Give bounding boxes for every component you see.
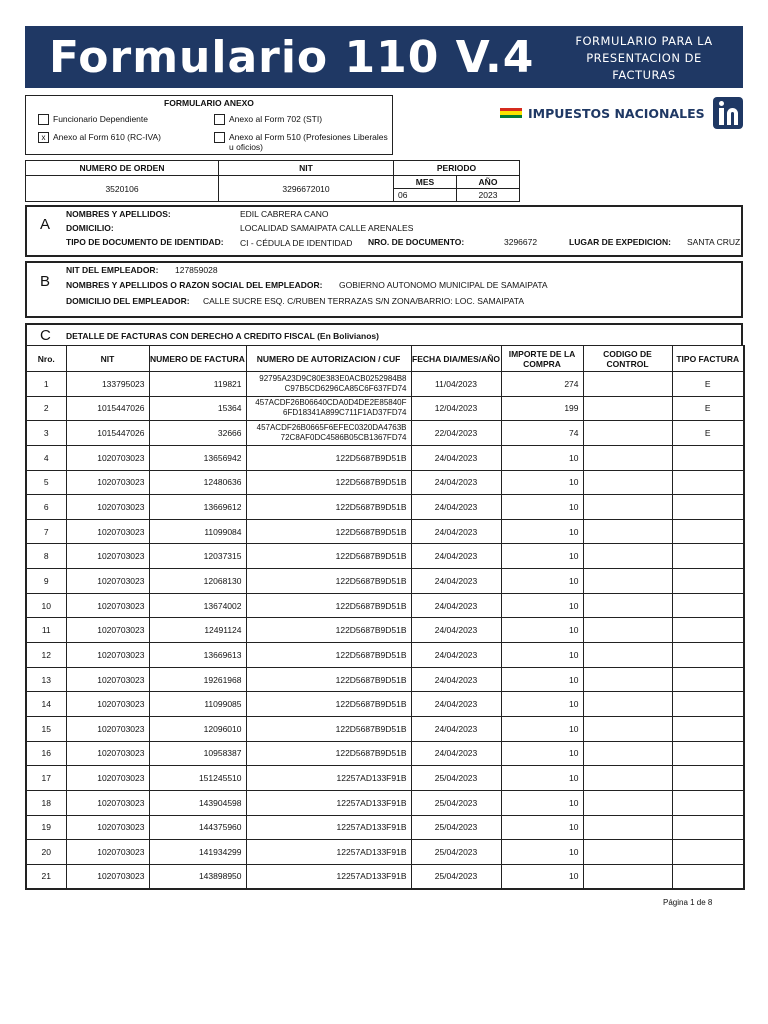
- row-importe: 199: [501, 396, 583, 421]
- nombres-value: EDIL CABRERA CANO: [240, 209, 329, 219]
- row-fecha: 25/04/2023: [411, 840, 501, 865]
- row-autorizacion: [246, 544, 411, 569]
- column-header-codigo-control: CODIGO DE CONTROL: [583, 346, 672, 372]
- row-nro: 17: [26, 766, 66, 791]
- table-row: [26, 445, 744, 470]
- row-factura: 141934299: [149, 840, 246, 865]
- table-row: [26, 790, 744, 815]
- row-nro: 8: [26, 544, 66, 569]
- row-tipo-factura: [672, 519, 744, 544]
- row-factura: 19261968: [149, 667, 246, 692]
- row-factura: 12491124: [149, 618, 246, 643]
- row-factura: 11099084: [149, 519, 246, 544]
- row-codigo-control: [583, 495, 672, 520]
- authorization-line: 122D5687B9D51B: [335, 502, 407, 513]
- column-header-tipo-factura: TIPO FACTURA: [672, 346, 744, 372]
- table-row: [26, 815, 744, 840]
- row-codigo-control: [583, 470, 672, 495]
- checkbox[interactable]: [214, 132, 225, 143]
- row-nro: 20: [26, 840, 66, 865]
- authorization-line: 12257AD133F91B: [336, 846, 407, 857]
- authorization-line: C97B5CD6296CA85C6F637FD74: [284, 383, 407, 393]
- row-factura: 143898950: [149, 864, 246, 889]
- row-codigo-control: [583, 519, 672, 544]
- table-row: [26, 618, 744, 643]
- row-tipo-factura: E: [672, 396, 744, 421]
- row-nit: 1020703023: [66, 840, 149, 865]
- row-codigo-control: [583, 864, 672, 889]
- row-autorizacion: [246, 840, 411, 865]
- option-label: Funcionario Dependiente: [53, 114, 148, 124]
- row-factura: 12096010: [149, 716, 246, 741]
- row-nit: 1020703023: [66, 864, 149, 889]
- option-form-610[interactable]: [38, 132, 208, 143]
- row-nit: 1020703023: [66, 716, 149, 741]
- anio-value: 2023: [456, 188, 520, 202]
- row-fecha: 24/04/2023: [411, 643, 501, 668]
- row-nit: 1020703023: [66, 692, 149, 717]
- row-importe: 10: [501, 815, 583, 840]
- authorization-line: 6FD18341A899C711F1AD37FD74: [283, 408, 407, 418]
- row-tipo-factura: E: [672, 421, 744, 446]
- authorization-line: 12257AD133F91B: [336, 773, 407, 784]
- column-header-nit: NIT: [66, 346, 149, 372]
- row-importe: 10: [501, 840, 583, 865]
- checkbox[interactable]: [214, 114, 225, 125]
- row-importe: 10: [501, 519, 583, 544]
- option-funcionario-dependiente[interactable]: [38, 114, 198, 125]
- row-tipo-factura: [672, 470, 744, 495]
- table-row: [26, 716, 744, 741]
- row-importe: 10: [501, 667, 583, 692]
- authorization-line: 457ACDF26B06640CDA0D4DE2E85840F: [255, 398, 407, 408]
- row-autorizacion: [246, 716, 411, 741]
- row-tipo-factura: [672, 692, 744, 717]
- row-fecha: 25/04/2023: [411, 815, 501, 840]
- row-factura: 143904598: [149, 790, 246, 815]
- row-factura: 12037315: [149, 544, 246, 569]
- reference-block: [25, 160, 520, 202]
- impuestos-nacionales-logo: [500, 97, 743, 129]
- row-tipo-factura: [672, 864, 744, 889]
- row-importe: 10: [501, 766, 583, 791]
- row-importe: 10: [501, 569, 583, 594]
- row-autorizacion: [246, 766, 411, 791]
- row-codigo-control: [583, 766, 672, 791]
- row-tipo-factura: [672, 495, 744, 520]
- row-fecha: 25/04/2023: [411, 790, 501, 815]
- row-fecha: 24/04/2023: [411, 667, 501, 692]
- nro-documento-label: NRO. DE DOCUMENTO:: [368, 237, 465, 247]
- row-autorizacion: [246, 445, 411, 470]
- row-nit: 1020703023: [66, 445, 149, 470]
- row-autorizacion: [246, 692, 411, 717]
- row-nit: 1020703023: [66, 618, 149, 643]
- row-nit: 1020703023: [66, 741, 149, 766]
- authorization-line: 457ACDF26B0665F6EFEC0320DA4763B: [256, 423, 407, 433]
- row-nro: 10: [26, 593, 66, 618]
- row-importe: 10: [501, 593, 583, 618]
- authorization-line: 122D5687B9D51B: [335, 575, 407, 586]
- tipo-documento-value: CI - CÉDULA DE IDENTIDAD: [240, 238, 353, 248]
- row-factura: 32666: [149, 421, 246, 446]
- section-letter: A: [40, 216, 51, 233]
- row-nro: 4: [26, 445, 66, 470]
- row-nro: 12: [26, 643, 66, 668]
- row-tipo-factura: [672, 840, 744, 865]
- anexo-box: [25, 95, 393, 155]
- row-importe: 10: [501, 692, 583, 717]
- table-row: [26, 766, 744, 791]
- anio-label: AÑO: [456, 175, 520, 189]
- authorization-line: 122D5687B9D51B: [335, 674, 407, 685]
- section-b-empleador: [25, 261, 743, 318]
- mes-value: 06: [393, 188, 457, 202]
- row-factura: 13656942: [149, 445, 246, 470]
- row-codigo-control: [583, 741, 672, 766]
- row-tipo-factura: E: [672, 372, 744, 397]
- authorization-line: 122D5687B9D51B: [335, 699, 407, 710]
- row-codigo-control: [583, 618, 672, 643]
- row-codigo-control: [583, 716, 672, 741]
- table-row: [26, 470, 744, 495]
- row-tipo-factura: [672, 741, 744, 766]
- row-autorizacion: [246, 372, 411, 397]
- mes-label: MES: [393, 175, 457, 189]
- table-row: [26, 396, 744, 421]
- row-codigo-control: [583, 445, 672, 470]
- row-autorizacion: [246, 421, 411, 446]
- row-nit: 1020703023: [66, 593, 149, 618]
- row-autorizacion: [246, 470, 411, 495]
- row-factura: 15364: [149, 396, 246, 421]
- row-codigo-control: [583, 815, 672, 840]
- row-importe: 10: [501, 495, 583, 520]
- table-header-row: [26, 346, 744, 372]
- authorization-line: 122D5687B9D51B: [335, 625, 407, 636]
- row-importe: 10: [501, 445, 583, 470]
- row-fecha: 24/04/2023: [411, 519, 501, 544]
- row-factura: 119821: [149, 372, 246, 397]
- table-row: [26, 421, 744, 446]
- row-nit: 1020703023: [66, 470, 149, 495]
- table-row: [26, 544, 744, 569]
- row-importe: 10: [501, 618, 583, 643]
- table-row: [26, 593, 744, 618]
- section-c-title: DETALLE DE FACTURAS CON DERECHO A CREDITO FISCAL (En Bolivianos): [66, 331, 379, 341]
- column-header-fecha: FECHA DIA/MES/AÑO: [411, 346, 501, 372]
- row-nit: 1020703023: [66, 766, 149, 791]
- row-nit: 1020703023: [66, 544, 149, 569]
- column-header-importe: IMPORTE DE LA COMPRA: [501, 346, 583, 372]
- row-fecha: 24/04/2023: [411, 716, 501, 741]
- lugar-expedicion-label: LUGAR DE EXPEDICION:: [569, 237, 672, 247]
- row-nro: 13: [26, 667, 66, 692]
- authorization-line: 122D5687B9D51B: [335, 526, 407, 537]
- in-logo-icon: [713, 97, 743, 129]
- row-nro: 19: [26, 815, 66, 840]
- row-codigo-control: [583, 396, 672, 421]
- row-fecha: 11/04/2023: [411, 372, 501, 397]
- row-autorizacion: [246, 396, 411, 421]
- row-autorizacion: [246, 569, 411, 594]
- row-codigo-control: [583, 643, 672, 668]
- row-nit: 1020703023: [66, 667, 149, 692]
- row-nro: 2: [26, 396, 66, 421]
- table-row: [26, 495, 744, 520]
- row-tipo-factura: [672, 445, 744, 470]
- row-nro: 11: [26, 618, 66, 643]
- option-label: Anexo al Form 610 (RC-IVA): [53, 132, 162, 142]
- row-autorizacion: [246, 593, 411, 618]
- row-autorizacion: [246, 519, 411, 544]
- row-importe: 274: [501, 372, 583, 397]
- row-fecha: 12/04/2023: [411, 396, 501, 421]
- row-nit: 1020703023: [66, 815, 149, 840]
- section-a-contribuyente: [25, 205, 743, 257]
- row-tipo-factura: [672, 815, 744, 840]
- row-factura: 144375960: [149, 815, 246, 840]
- bolivia-flag-icon: [500, 108, 522, 118]
- section-c-header: [25, 323, 743, 345]
- row-codigo-control: [583, 692, 672, 717]
- row-codigo-control: [583, 667, 672, 692]
- row-importe: 10: [501, 741, 583, 766]
- row-nit: 1020703023: [66, 519, 149, 544]
- logo-text: IMPUESTOS NACIONALES: [528, 105, 705, 121]
- row-codigo-control: [583, 790, 672, 815]
- row-autorizacion: [246, 790, 411, 815]
- row-tipo-factura: [672, 569, 744, 594]
- row-importe: 10: [501, 790, 583, 815]
- tipo-documento-label: TIPO DE DOCUMENTO DE IDENTIDAD:: [66, 237, 224, 247]
- row-tipo-factura: [672, 643, 744, 668]
- row-fecha: 24/04/2023: [411, 741, 501, 766]
- authorization-line: 122D5687B9D51B: [335, 551, 407, 562]
- row-importe: 10: [501, 643, 583, 668]
- row-autorizacion: [246, 667, 411, 692]
- authorization-line: 122D5687B9D51B: [335, 452, 407, 463]
- nro-documento-value: 3296672: [504, 237, 538, 247]
- row-factura: 151245510: [149, 766, 246, 791]
- row-factura: 10958387: [149, 741, 246, 766]
- row-nro: 14: [26, 692, 66, 717]
- row-codigo-control: [583, 421, 672, 446]
- option-label: Anexo al Form 510 (Profesiones Liberales u oficios): [229, 132, 388, 152]
- authorization-line: 72C8AF0DC4586B05CB1367FD74: [280, 433, 407, 443]
- option-label: Anexo al Form 702 (STI): [229, 114, 323, 124]
- row-fecha: 24/04/2023: [411, 692, 501, 717]
- row-nro: 7: [26, 519, 66, 544]
- option-form-510[interactable]: [214, 132, 389, 152]
- authorization-line: 92795A23D9C80E383E0ACB0252984B8: [259, 373, 407, 383]
- row-autorizacion: [246, 618, 411, 643]
- row-nro: 3: [26, 421, 66, 446]
- numero-orden-label: NUMERO DE ORDEN: [25, 160, 219, 176]
- row-tipo-factura: [672, 766, 744, 791]
- row-factura: 13669613: [149, 643, 246, 668]
- row-importe: 74: [501, 421, 583, 446]
- row-fecha: 24/04/2023: [411, 593, 501, 618]
- lugar-expedicion-value: SANTA CRUZ: [687, 237, 741, 247]
- row-fecha: 25/04/2023: [411, 766, 501, 791]
- row-nro: 9: [26, 569, 66, 594]
- row-factura: 11099085: [149, 692, 246, 717]
- table-row: [26, 741, 744, 766]
- row-tipo-factura: [672, 544, 744, 569]
- razon-social-value: GOBIERNO AUTONOMO MUNICIPAL DE SAMAIPATA: [339, 280, 548, 290]
- table-row: [26, 519, 744, 544]
- checkbox[interactable]: [38, 114, 49, 125]
- flag-stripe-green: [500, 115, 522, 118]
- row-codigo-control: [583, 593, 672, 618]
- row-factura: 13674002: [149, 593, 246, 618]
- form-header: [25, 26, 743, 88]
- row-codigo-control: [583, 372, 672, 397]
- row-autorizacion: [246, 643, 411, 668]
- authorization-line: 12257AD133F91B: [336, 871, 407, 882]
- nit-empleador-value: 127859028: [175, 265, 218, 275]
- row-nro: 16: [26, 741, 66, 766]
- table-row: [26, 643, 744, 668]
- row-autorizacion: [246, 741, 411, 766]
- row-factura: 13669612: [149, 495, 246, 520]
- row-nro: 18: [26, 790, 66, 815]
- row-fecha: 22/04/2023: [411, 421, 501, 446]
- checkbox[interactable]: x: [38, 132, 49, 143]
- row-tipo-factura: [672, 593, 744, 618]
- row-fecha: 25/04/2023: [411, 864, 501, 889]
- form-subtitle: FORMULARIO PARA LA PRESENTACION DE FACTURAS: [575, 34, 713, 82]
- option-form-702[interactable]: [214, 114, 384, 125]
- table-row: [26, 372, 744, 397]
- row-codigo-control: [583, 840, 672, 865]
- row-autorizacion: [246, 495, 411, 520]
- row-nit: 133795023: [66, 372, 149, 397]
- authorization-line: 122D5687B9D51B: [335, 649, 407, 660]
- row-nro: 5: [26, 470, 66, 495]
- domicilio-value: LOCALIDAD SAMAIPATA CALLE ARENALES: [240, 223, 414, 233]
- row-fecha: 24/04/2023: [411, 569, 501, 594]
- nit-value: 3296672010: [218, 175, 394, 202]
- row-nit: 1020703023: [66, 569, 149, 594]
- row-fecha: 24/04/2023: [411, 544, 501, 569]
- page-number: Página 1 de 8: [663, 898, 713, 907]
- row-importe: 10: [501, 544, 583, 569]
- row-tipo-factura: [672, 716, 744, 741]
- anexo-title: FORMULARIO ANEXO: [164, 98, 254, 108]
- row-nit: 1015447026: [66, 421, 149, 446]
- authorization-line: 122D5687B9D51B: [335, 748, 407, 759]
- domicilio-label: DOMICILIO:: [66, 223, 114, 233]
- periodo-label: PERIODO: [393, 160, 520, 176]
- row-factura: 12480636: [149, 470, 246, 495]
- column-header-autorizacion: NUMERO DE AUTORIZACION / CUF: [246, 346, 411, 372]
- nombres-label: NOMBRES Y APELLIDOS:: [66, 209, 171, 219]
- row-nit: 1015447026: [66, 396, 149, 421]
- authorization-line: 122D5687B9D51B: [335, 723, 407, 734]
- domicilio-empleador-label: DOMICILIO DEL EMPLEADOR:: [66, 296, 190, 306]
- table-row: [26, 864, 744, 889]
- row-fecha: 24/04/2023: [411, 445, 501, 470]
- form-title: Formulario 110 V.4: [49, 32, 535, 83]
- row-fecha: 24/04/2023: [411, 618, 501, 643]
- row-tipo-factura: [672, 790, 744, 815]
- row-autorizacion: [246, 864, 411, 889]
- row-nit: 1020703023: [66, 495, 149, 520]
- row-nit: 1020703023: [66, 790, 149, 815]
- section-letter: B: [40, 273, 51, 290]
- row-nro: 21: [26, 864, 66, 889]
- invoice-table: [25, 345, 745, 890]
- row-fecha: 24/04/2023: [411, 495, 501, 520]
- row-tipo-factura: [672, 667, 744, 692]
- table-row: [26, 692, 744, 717]
- nit-empleador-label: NIT DEL EMPLEADOR:: [66, 265, 159, 275]
- row-nro: 6: [26, 495, 66, 520]
- row-importe: 10: [501, 716, 583, 741]
- row-fecha: 24/04/2023: [411, 470, 501, 495]
- razon-social-label: NOMBRES Y APELLIDOS O RAZON SOCIAL DEL EMPLEADOR:: [66, 280, 323, 290]
- domicilio-empleador-value: CALLE SUCRE ESQ. C/RUBEN TERRAZAS S/N ZONA/BARRIO: LOC. SAMAIPATA: [203, 296, 525, 306]
- row-tipo-factura: [672, 618, 744, 643]
- column-header-factura: NUMERO DE FACTURA: [149, 346, 246, 372]
- row-importe: 10: [501, 864, 583, 889]
- table-row: [26, 840, 744, 865]
- numero-orden-value: 3520106: [25, 175, 219, 202]
- row-codigo-control: [583, 544, 672, 569]
- row-factura: 12068130: [149, 569, 246, 594]
- table-row: [26, 667, 744, 692]
- section-letter: C: [40, 327, 51, 344]
- row-nro: 1: [26, 372, 66, 397]
- row-codigo-control: [583, 569, 672, 594]
- authorization-line: 122D5687B9D51B: [335, 600, 407, 611]
- table-row: [26, 569, 744, 594]
- row-nit: 1020703023: [66, 643, 149, 668]
- column-header-nro: Nro.: [26, 346, 66, 372]
- nit-label: NIT: [218, 160, 394, 176]
- row-importe: 10: [501, 470, 583, 495]
- authorization-line: 12257AD133F91B: [336, 822, 407, 833]
- row-autorizacion: [246, 815, 411, 840]
- row-nro: 15: [26, 716, 66, 741]
- authorization-line: 122D5687B9D51B: [335, 477, 407, 488]
- authorization-line: 12257AD133F91B: [336, 797, 407, 808]
